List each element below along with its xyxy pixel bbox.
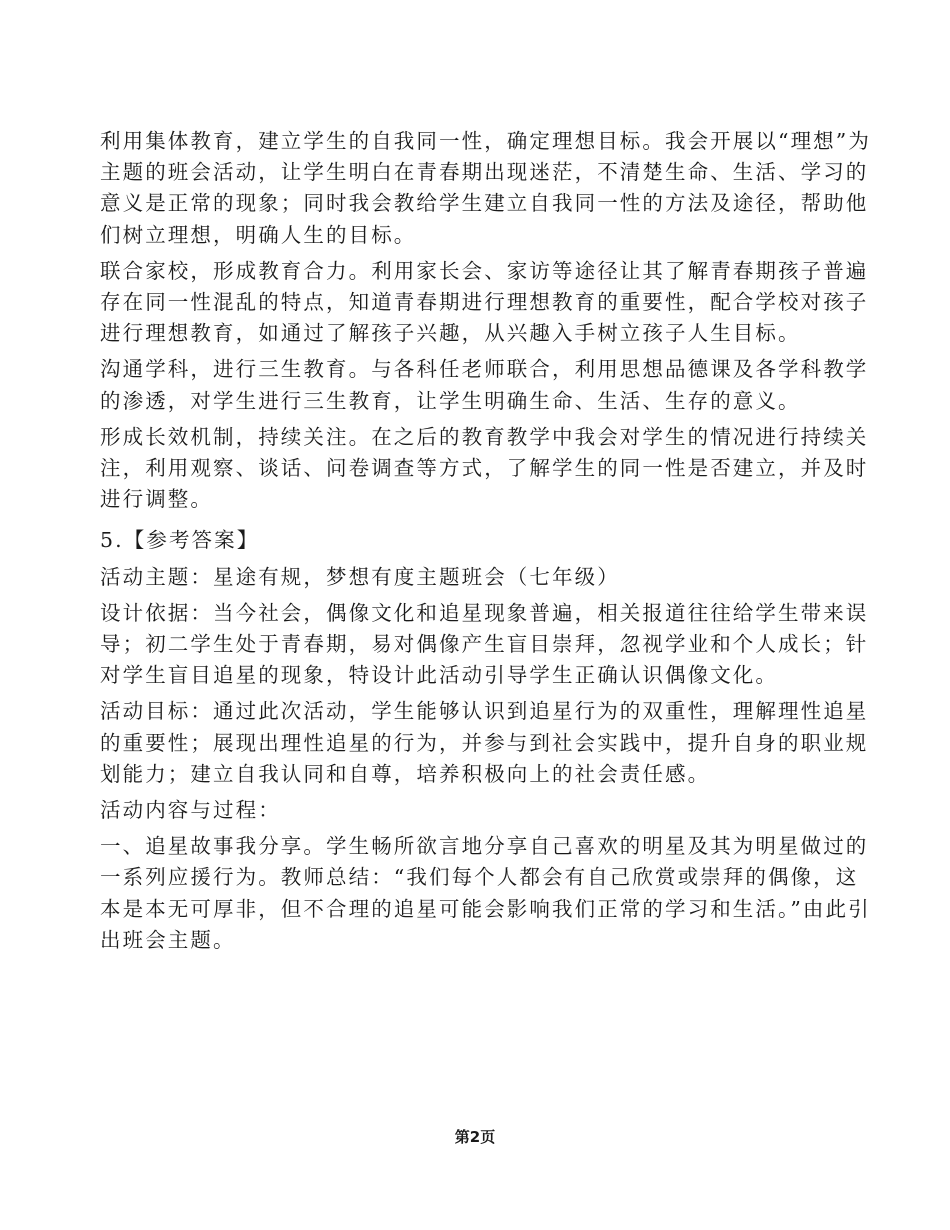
activity-step-one: 一、追星故事我分享。学生畅所欲言地分享自己喜欢的明星及其为明星做过的一系列应援行为。教师总结：“我们每个人都会有自己欣赏或崇拜的偶像，这本是本无可厚非，但不合理的追星可能会影响我们正常的学习和生活。”由此引出班会主题。: [100, 834, 871, 952]
page-number: 第2页: [454, 1128, 496, 1146]
paragraph-collective-education: 利用集体教育，建立学生的自我同一性，确定理想目标。我会开展以“理想”为主题的班会活动，让学生明白在青春期出现迷茫，不清楚生命、生活、学习的意义是正常的现象；同时我会教给学生建立自我同一性的方法及途径，帮助他们树立理想，明确人生的目标。: [100, 129, 871, 247]
activity-theme: 活动主题：星途有规，梦想有度主题班会（七年级）: [100, 564, 620, 589]
paragraph-home-school: 联合家校，形成教育合力。利用家长会、家访等途径让其了解青春期孩子普遍存在同一性混乱的特点，知道青春期进行理想教育的重要性，配合学校对孩子进行理想教育，如通过了解孩子兴趣，从兴趣入手树立孩子人生目标。: [100, 258, 869, 346]
activity-goals: 活动目标：通过此次活动，学生能够认识到追星行为的双重性，理解理性追星的重要性；展现出理性追星的行为，并参与到社会实践中，提升自身的职业规划能力；建立自我认同和自尊，培养积极向上的社会责任感。: [100, 699, 869, 786]
paragraph-subject-communication: 沟通学科，进行三生教育。与各科任老师联合，利用思想品德课及各学科教学的渗透，对学生进行三生教育，让学生明确生命、生活、生存的意义。: [100, 357, 869, 413]
design-basis: 设计依据：当今社会，偶像文化和追星现象普遍，相关报道往往给学生带来误导；初二学生处于青春期，易对偶像产生盲目崇拜，忽视学业和个人成长；针对学生盲目追星的现象，特设计此活动引导学生正确认识偶像文化。: [100, 600, 869, 688]
paragraph-long-term-mechanism: 形成长效机制，持续关注。在之后的教育教学中我会对学生的情况进行持续关注，利用观察、谈话、问卷调查等方式，了解学生的同一性是否建立，并及时进行调整。: [100, 424, 869, 512]
page-body: [100, 126, 880, 956]
answer-heading: 5.【参考答案】: [100, 528, 260, 553]
activity-process-heading: 活动内容与过程：: [100, 798, 281, 823]
